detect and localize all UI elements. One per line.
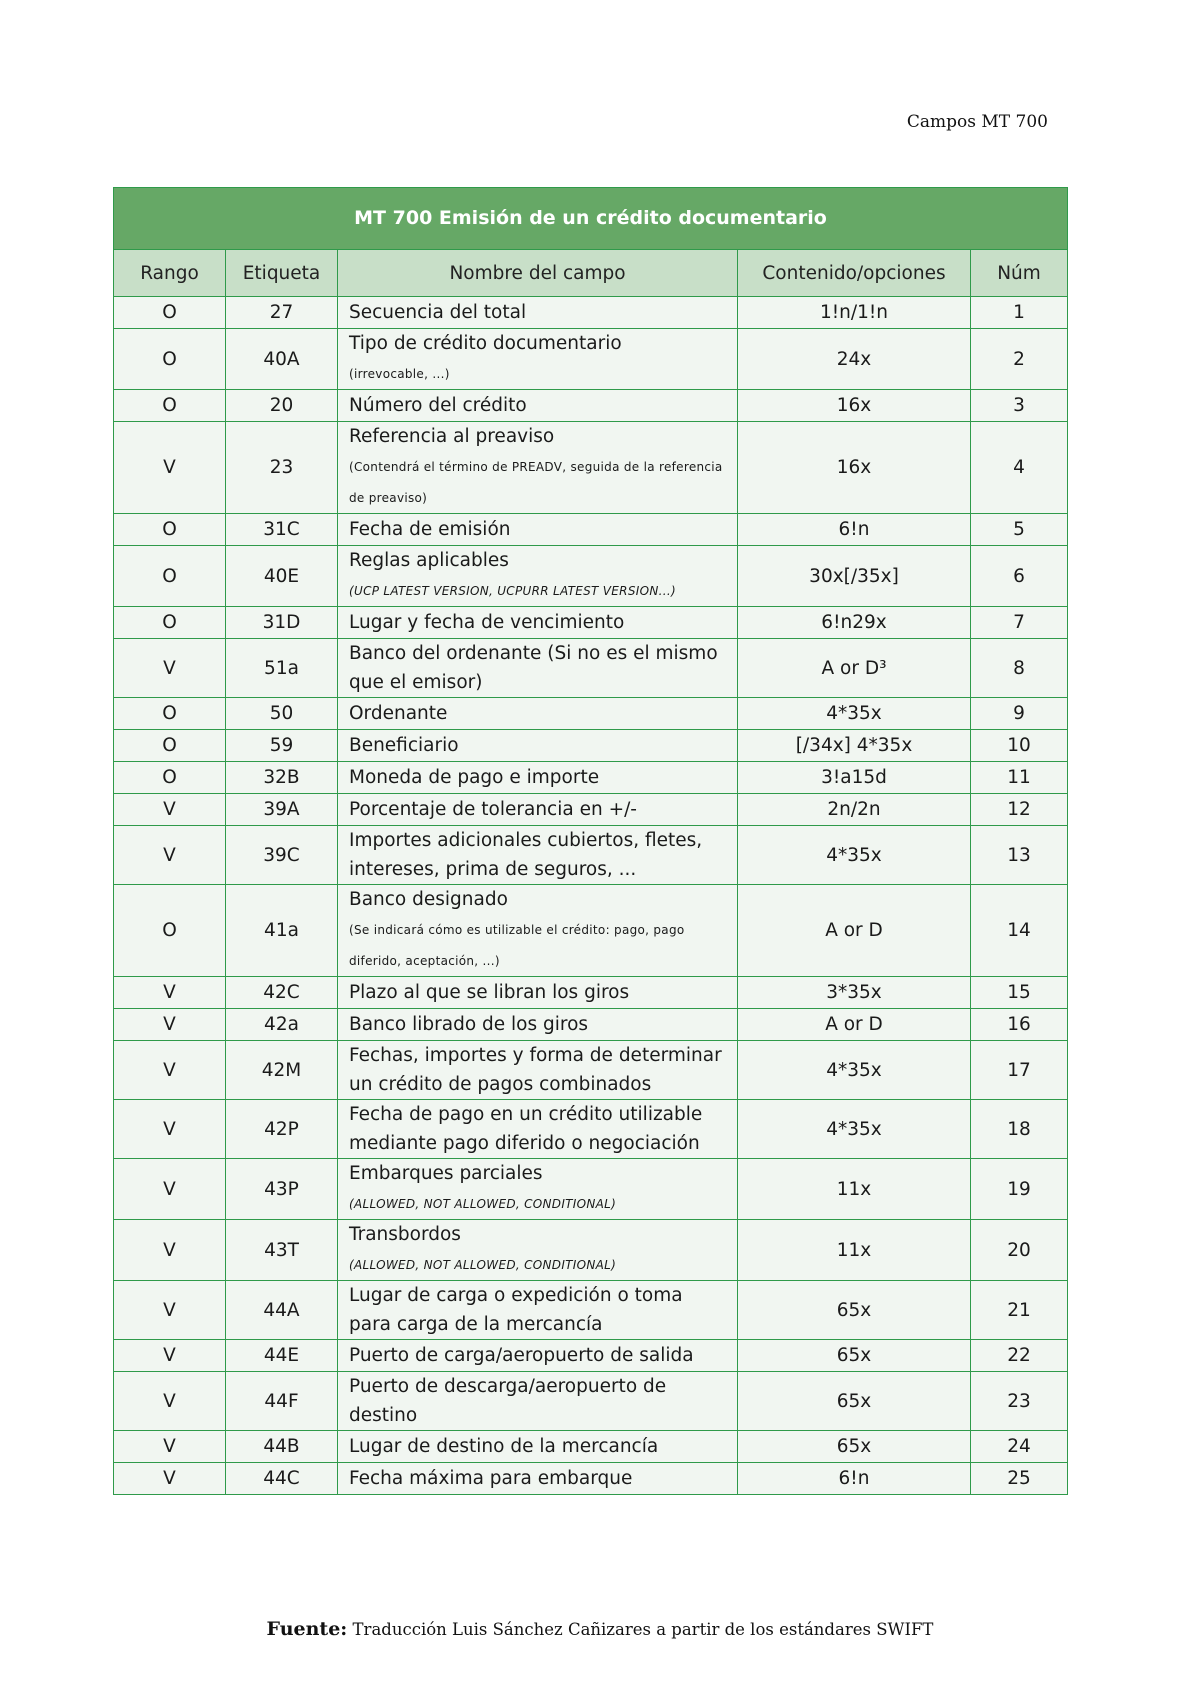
cell-contenido: 4*35x <box>738 826 971 885</box>
cell-nombre <box>338 794 738 826</box>
field-note: (Contendrá el término de PREADV, seguida de la referencia de preaviso) <box>349 460 723 505</box>
table-row <box>114 698 1068 730</box>
cell-contenido: 4*35x <box>738 1100 971 1159</box>
table-row <box>114 1159 1068 1220</box>
cell-etiqueta: 44F <box>226 1372 338 1431</box>
cell-contenido: 4*35x <box>738 1041 971 1100</box>
cell-num: 10 <box>971 730 1068 762</box>
table-row <box>114 1281 1068 1340</box>
cell-nombre <box>338 329 738 390</box>
field-note-italic: (ALLOWED, NOT ALLOWED, CONDITIONAL) <box>349 1258 617 1272</box>
field-name: Beneficiario <box>349 735 459 756</box>
cell-etiqueta: 44C <box>226 1463 338 1495</box>
cell-num: 20 <box>971 1220 1068 1281</box>
cell-num: 6 <box>971 546 1068 607</box>
cell-rango: O <box>114 607 226 639</box>
field-name: Banco del ordenante (Si no es el mismo que el emisor) <box>349 643 718 693</box>
table-title-row <box>114 188 1068 250</box>
cell-rango: V <box>114 1372 226 1431</box>
cell-rango: V <box>114 1220 226 1281</box>
field-name: Lugar de destino de la mercancía <box>349 1436 659 1457</box>
mt700-table-container <box>113 187 1067 1495</box>
field-note: (irrevocable, ...) <box>349 367 450 381</box>
cell-num: 18 <box>971 1100 1068 1159</box>
table-row <box>114 422 1068 514</box>
cell-nombre <box>338 1372 738 1431</box>
table-row <box>114 607 1068 639</box>
field-name: Fecha de pago en un crédito utilizable mediante pago diferido o negociación <box>349 1104 703 1154</box>
cell-rango: O <box>114 297 226 329</box>
column-header-contenido: Contenido/opciones <box>738 250 971 297</box>
field-name: Fecha máxima para embarque <box>349 1468 633 1489</box>
field-name: Referencia al preaviso <box>349 426 555 447</box>
cell-contenido: 4*35x <box>738 698 971 730</box>
cell-contenido: 11x <box>738 1159 971 1220</box>
cell-rango: O <box>114 546 226 607</box>
cell-num: 24 <box>971 1431 1068 1463</box>
cell-nombre <box>338 1431 738 1463</box>
field-name: Puerto de carga/aeropuerto de salida <box>349 1345 694 1366</box>
cell-nombre <box>338 698 738 730</box>
cell-contenido: 1!n/1!n <box>738 297 971 329</box>
table-row <box>114 1009 1068 1041</box>
cell-contenido: 24x <box>738 329 971 390</box>
cell-etiqueta: 42a <box>226 1009 338 1041</box>
cell-nombre <box>338 1041 738 1100</box>
field-name: Secuencia del total <box>349 302 527 323</box>
column-header-rango: Rango <box>114 250 226 297</box>
source-footer <box>0 1618 1200 1640</box>
cell-num: 25 <box>971 1463 1068 1495</box>
table-row <box>114 1100 1068 1159</box>
table-row <box>114 1431 1068 1463</box>
cell-rango: V <box>114 1281 226 1340</box>
field-name: Tipo de crédito documentario <box>349 333 622 354</box>
table-title: MT 700 Emisión de un crédito documentario <box>114 188 1068 250</box>
cell-nombre <box>338 1463 738 1495</box>
field-note: (Se indicará cómo es utilizable el crédito: pago, pago diferido, aceptación, ...) <box>349 923 685 968</box>
cell-etiqueta: 39A <box>226 794 338 826</box>
cell-contenido: 2n/2n <box>738 794 971 826</box>
field-name: Banco librado de los giros <box>349 1014 589 1035</box>
cell-nombre <box>338 422 738 514</box>
cell-etiqueta: 42C <box>226 977 338 1009</box>
cell-num: 11 <box>971 762 1068 794</box>
table-header-row <box>114 250 1068 297</box>
cell-etiqueta: 32B <box>226 762 338 794</box>
cell-contenido: 30x[/35x] <box>738 546 971 607</box>
cell-nombre <box>338 639 738 698</box>
cell-rango: O <box>114 885 226 977</box>
page-header: Campos MT 700 <box>906 112 1048 132</box>
cell-nombre <box>338 826 738 885</box>
cell-etiqueta: 50 <box>226 698 338 730</box>
cell-etiqueta: 31C <box>226 514 338 546</box>
cell-contenido: 16x <box>738 390 971 422</box>
cell-num: 5 <box>971 514 1068 546</box>
cell-contenido: 3*35x <box>738 977 971 1009</box>
field-name: Ordenante <box>349 703 448 724</box>
cell-rango: O <box>114 514 226 546</box>
cell-rango: V <box>114 1041 226 1100</box>
cell-num: 2 <box>971 329 1068 390</box>
table-row <box>114 977 1068 1009</box>
cell-nombre <box>338 607 738 639</box>
cell-nombre <box>338 390 738 422</box>
field-name: Plazo al que se libran los giros <box>349 982 630 1003</box>
cell-rango: O <box>114 390 226 422</box>
field-name: Fecha de emisión <box>349 519 511 540</box>
cell-contenido: 16x <box>738 422 971 514</box>
cell-contenido: 6!n29x <box>738 607 971 639</box>
cell-contenido: A or D³ <box>738 639 971 698</box>
table-row <box>114 826 1068 885</box>
cell-etiqueta: 44B <box>226 1431 338 1463</box>
cell-contenido: [/34x] 4*35x <box>738 730 971 762</box>
cell-contenido: 3!a15d <box>738 762 971 794</box>
field-name: Lugar y fecha de vencimiento <box>349 612 625 633</box>
cell-nombre <box>338 1159 738 1220</box>
cell-rango: V <box>114 1100 226 1159</box>
table-row <box>114 885 1068 977</box>
cell-contenido: 6!n <box>738 1463 971 1495</box>
cell-num: 8 <box>971 639 1068 698</box>
cell-etiqueta: 43T <box>226 1220 338 1281</box>
cell-nombre <box>338 297 738 329</box>
table-row <box>114 730 1068 762</box>
cell-nombre <box>338 1340 738 1372</box>
field-note-italic: (ALLOWED, NOT ALLOWED, CONDITIONAL) <box>349 1197 617 1211</box>
cell-num: 13 <box>971 826 1068 885</box>
cell-etiqueta: 44A <box>226 1281 338 1340</box>
cell-rango: V <box>114 1009 226 1041</box>
cell-etiqueta: 44E <box>226 1340 338 1372</box>
column-header-nombre: Nombre del campo <box>338 250 738 297</box>
cell-contenido: A or D <box>738 1009 971 1041</box>
cell-rango: V <box>114 639 226 698</box>
table-row <box>114 297 1068 329</box>
cell-rango: O <box>114 762 226 794</box>
cell-num: 21 <box>971 1281 1068 1340</box>
cell-num: 22 <box>971 1340 1068 1372</box>
cell-rango: V <box>114 794 226 826</box>
cell-num: 14 <box>971 885 1068 977</box>
field-name: Lugar de carga o expedición o toma para carga de la mercancía <box>349 1285 683 1335</box>
cell-num: 16 <box>971 1009 1068 1041</box>
table-row <box>114 1220 1068 1281</box>
table-row <box>114 1372 1068 1431</box>
cell-contenido: 65x <box>738 1372 971 1431</box>
table-row <box>114 546 1068 607</box>
cell-rango: O <box>114 698 226 730</box>
cell-rango: V <box>114 1340 226 1372</box>
cell-nombre <box>338 1009 738 1041</box>
footer-label: Fuente: <box>266 1618 348 1640</box>
field-name: Banco designado <box>349 889 508 910</box>
cell-etiqueta: 51a <box>226 639 338 698</box>
cell-nombre <box>338 546 738 607</box>
cell-contenido: 6!n <box>738 514 971 546</box>
column-header-etiqueta: Etiqueta <box>226 250 338 297</box>
field-name: Transbordos <box>349 1224 461 1245</box>
cell-num: 9 <box>971 698 1068 730</box>
cell-num: 1 <box>971 297 1068 329</box>
cell-etiqueta: 40A <box>226 329 338 390</box>
cell-nombre <box>338 730 738 762</box>
table-row <box>114 329 1068 390</box>
cell-etiqueta: 20 <box>226 390 338 422</box>
cell-num: 17 <box>971 1041 1068 1100</box>
field-name: Puerto de descarga/aeropuerto de destino <box>349 1376 667 1426</box>
cell-rango: V <box>114 1431 226 1463</box>
column-header-num: Núm <box>971 250 1068 297</box>
cell-rango: V <box>114 826 226 885</box>
field-name: Moneda de pago e importe <box>349 767 600 788</box>
table-row <box>114 1340 1068 1372</box>
cell-contenido: 65x <box>738 1340 971 1372</box>
field-name: Embarques parciales <box>349 1163 543 1184</box>
cell-rango: V <box>114 1463 226 1495</box>
cell-rango: O <box>114 329 226 390</box>
mt700-fields-table <box>113 187 1068 1495</box>
cell-rango: V <box>114 422 226 514</box>
field-name: Fechas, importes y forma de determinar un crédito de pagos combinados <box>349 1045 722 1095</box>
cell-num: 23 <box>971 1372 1068 1431</box>
field-name: Importes adicionales cubiertos, fletes, intereses, prima de seguros, ... <box>349 830 703 880</box>
footer-text: Traducción Luis Sánchez Cañizares a partir de los estándares SWIFT <box>352 1620 934 1639</box>
cell-contenido: 65x <box>738 1431 971 1463</box>
cell-nombre <box>338 762 738 794</box>
table-row <box>114 514 1068 546</box>
cell-etiqueta: 42M <box>226 1041 338 1100</box>
field-name: Número del crédito <box>349 395 527 416</box>
cell-num: 7 <box>971 607 1068 639</box>
cell-etiqueta: 31D <box>226 607 338 639</box>
cell-num: 12 <box>971 794 1068 826</box>
cell-etiqueta: 40E <box>226 546 338 607</box>
cell-nombre <box>338 1220 738 1281</box>
table-row <box>114 762 1068 794</box>
field-name: Porcentaje de tolerancia en +/- <box>349 799 637 820</box>
cell-num: 15 <box>971 977 1068 1009</box>
cell-etiqueta: 59 <box>226 730 338 762</box>
cell-etiqueta: 39C <box>226 826 338 885</box>
cell-contenido: 65x <box>738 1281 971 1340</box>
table-row <box>114 639 1068 698</box>
cell-num: 4 <box>971 422 1068 514</box>
cell-etiqueta: 27 <box>226 297 338 329</box>
cell-num: 19 <box>971 1159 1068 1220</box>
cell-contenido: 11x <box>738 1220 971 1281</box>
cell-etiqueta: 23 <box>226 422 338 514</box>
cell-nombre <box>338 885 738 977</box>
cell-rango: V <box>114 977 226 1009</box>
table-row <box>114 794 1068 826</box>
table-body <box>114 297 1068 1495</box>
field-name: Reglas aplicables <box>349 550 509 571</box>
cell-rango: V <box>114 1159 226 1220</box>
table-row <box>114 1041 1068 1100</box>
cell-nombre <box>338 977 738 1009</box>
field-note-italic: (UCP LATEST VERSION, UCPURR LATEST VERSION...) <box>349 584 676 598</box>
cell-etiqueta: 43P <box>226 1159 338 1220</box>
cell-nombre <box>338 1100 738 1159</box>
cell-etiqueta: 42P <box>226 1100 338 1159</box>
cell-num: 3 <box>971 390 1068 422</box>
cell-rango: O <box>114 730 226 762</box>
cell-nombre <box>338 1281 738 1340</box>
table-row <box>114 390 1068 422</box>
cell-nombre <box>338 514 738 546</box>
cell-contenido: A or D <box>738 885 971 977</box>
table-row <box>114 1463 1068 1495</box>
cell-etiqueta: 41a <box>226 885 338 977</box>
